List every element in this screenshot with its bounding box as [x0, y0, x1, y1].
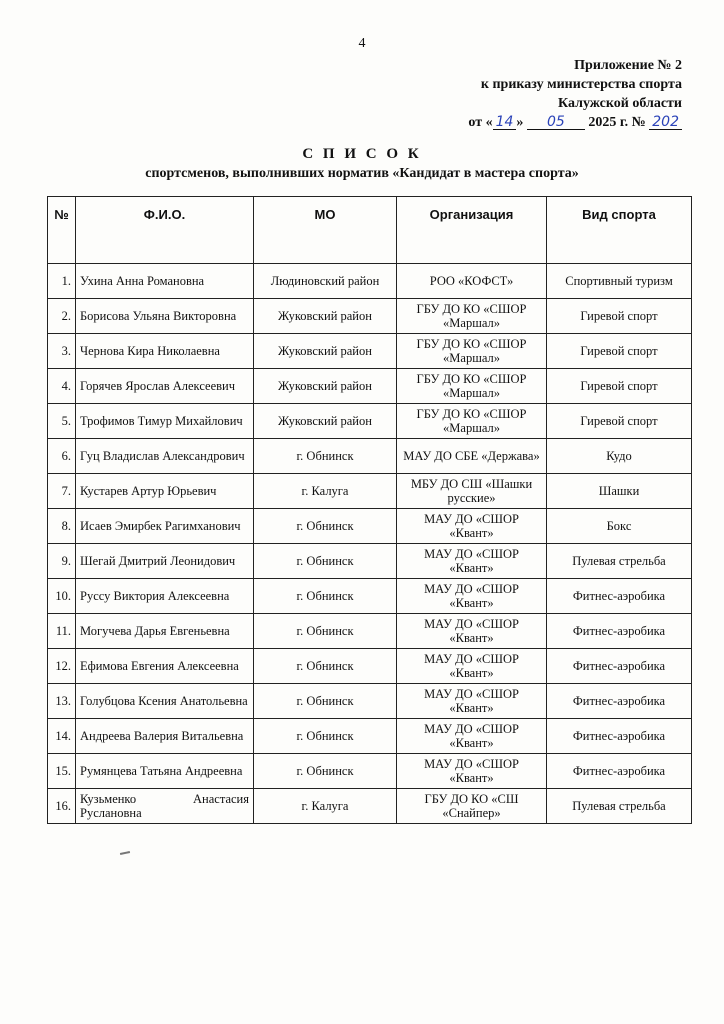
organization: ГБУ ДО КО «СШОР «Маршал» — [397, 334, 547, 369]
table-row — [48, 334, 692, 369]
organization: ГБУ ДО КО «СШОР «Маршал» — [397, 369, 547, 404]
table-row — [48, 789, 692, 824]
appendix-line-1: Приложение № 2 — [574, 58, 682, 73]
handwritten-order-number: 202 — [649, 115, 682, 130]
header-sport: Вид спорта — [547, 197, 692, 264]
municipality: Жуковский район — [254, 299, 397, 334]
row-number: 12. — [48, 649, 76, 684]
organization: ГБУ ДО КО «СШ «Снайпер» — [397, 789, 547, 824]
municipality: Жуковский район — [254, 334, 397, 369]
athlete-name: Кузьменко Анастасия Руслановна — [76, 789, 254, 824]
organization: МБУ ДО СШ «Шашки русские» — [397, 474, 547, 509]
date-prefix: от « — [468, 115, 493, 130]
stray-pen-mark — [120, 851, 130, 855]
row-number: 11. — [48, 614, 76, 649]
municipality: г. Калуга — [254, 789, 397, 824]
row-number: 14. — [48, 719, 76, 754]
row-number: 4. — [48, 369, 76, 404]
athlete-name: Могучева Дарья Евгеньевна — [76, 614, 254, 649]
sport-type: Гиревой спорт — [547, 299, 692, 334]
page-number: 4 — [358, 36, 366, 51]
table-row — [48, 544, 692, 579]
municipality: Жуковский район — [254, 404, 397, 439]
athlete-name: Исаев Эмирбек Рагимханович — [76, 509, 254, 544]
sport-type: Гиревой спорт — [547, 334, 692, 369]
table-row — [48, 649, 692, 684]
municipality: г. Калуга — [254, 474, 397, 509]
sport-type: Фитнес-аэробика — [547, 719, 692, 754]
table-header-row — [48, 197, 692, 264]
row-number: 6. — [48, 439, 76, 474]
organization: МАУ ДО «СШОР «Квант» — [397, 614, 547, 649]
sport-type: Пулевая стрельба — [547, 544, 692, 579]
header-name: Ф.И.О. — [76, 197, 254, 264]
sport-type: Кудо — [547, 439, 692, 474]
sport-type: Фитнес-аэробика — [547, 684, 692, 719]
table-row — [48, 369, 692, 404]
organization: МАУ ДО «СШОР «Квант» — [397, 509, 547, 544]
row-number: 13. — [48, 684, 76, 719]
table-row — [48, 614, 692, 649]
organization: ГБУ ДО КО «СШОР «Маршал» — [397, 299, 547, 334]
sport-type: Фитнес-аэробика — [547, 614, 692, 649]
municipality: г. Обнинск — [254, 614, 397, 649]
municipality: Жуковский район — [254, 369, 397, 404]
athlete-name: Трофимов Тимур Михайлович — [76, 404, 254, 439]
athlete-name: Борисова Ульяна Викторовна — [76, 299, 254, 334]
handwritten-month: 05 — [527, 115, 585, 130]
sport-type: Гиревой спорт — [547, 369, 692, 404]
row-number: 10. — [48, 579, 76, 614]
header-mo: МО — [254, 197, 397, 264]
sport-type: Фитнес-аэробика — [547, 579, 692, 614]
athlete-name: Руссу Виктория Алексеевна — [76, 579, 254, 614]
sport-type: Шашки — [547, 474, 692, 509]
year-text: 2025 г. № — [588, 115, 646, 130]
municipality: г. Обнинск — [254, 684, 397, 719]
table-row — [48, 264, 692, 299]
organization: МАУ ДО «СШОР «Квант» — [397, 579, 547, 614]
municipality: Людиновский район — [254, 264, 397, 299]
table-row — [48, 579, 692, 614]
municipality: г. Обнинск — [254, 544, 397, 579]
row-number: 16. — [48, 789, 76, 824]
organization: МАУ ДО СБЕ «Держава» — [397, 439, 547, 474]
organization: РОО «КОФСТ» — [397, 264, 547, 299]
sport-type: Спортивный туризм — [547, 264, 692, 299]
municipality: г. Обнинск — [254, 579, 397, 614]
sport-type: Фитнес-аэробика — [547, 649, 692, 684]
athlete-name: Кустарев Артур Юрьевич — [76, 474, 254, 509]
athlete-name: Шегай Дмитрий Леонидович — [76, 544, 254, 579]
row-number: 8. — [48, 509, 76, 544]
appendix-date-line — [468, 113, 682, 132]
table-row — [48, 299, 692, 334]
municipality: г. Обнинск — [254, 509, 397, 544]
date-quote-close: » — [516, 115, 524, 130]
athlete-name: Андреева Валерия Витальевна — [76, 719, 254, 754]
sport-type: Фитнес-аэробика — [547, 754, 692, 789]
header-number: № — [48, 197, 76, 264]
athlete-name: Ефимова Евгения Алексеевна — [76, 649, 254, 684]
athlete-name: Чернова Кира Николаевна — [76, 334, 254, 369]
sport-type: Пулевая стрельба — [547, 789, 692, 824]
table-row — [48, 719, 692, 754]
athlete-name: Румянцева Татьяна Андреевна — [76, 754, 254, 789]
organization: МАУ ДО «СШОР «Квант» — [397, 544, 547, 579]
organization: ГБУ ДО КО «СШОР «Маршал» — [397, 404, 547, 439]
organization: МАУ ДО «СШОР «Квант» — [397, 754, 547, 789]
row-number: 2. — [48, 299, 76, 334]
organization: МАУ ДО «СШОР «Квант» — [397, 684, 547, 719]
row-number: 15. — [48, 754, 76, 789]
row-number: 1. — [48, 264, 76, 299]
athlete-name: Голубцова Ксения Анатольевна — [76, 684, 254, 719]
appendix-line-3: Калужской области — [558, 96, 682, 111]
row-number: 7. — [48, 474, 76, 509]
table-row — [48, 754, 692, 789]
table-row — [48, 684, 692, 719]
document-title: С П И С О К — [302, 146, 422, 162]
table-row — [48, 474, 692, 509]
organization: МАУ ДО «СШОР «Квант» — [397, 649, 547, 684]
appendix-line-2: к приказу министерства спорта — [480, 77, 682, 92]
sport-type: Бокс — [547, 509, 692, 544]
athlete-name: Горячев Ярослав Алексеевич — [76, 369, 254, 404]
athletes-table — [47, 196, 692, 824]
row-number: 3. — [48, 334, 76, 369]
municipality: г. Обнинск — [254, 439, 397, 474]
municipality: г. Обнинск — [254, 649, 397, 684]
organization: МАУ ДО «СШОР «Квант» — [397, 719, 547, 754]
document-subtitle: спортсменов, выполнивших норматив «Кандидат в мастера спорта» — [145, 166, 579, 181]
handwritten-day: 14 — [493, 115, 517, 130]
sport-type: Гиревой спорт — [547, 404, 692, 439]
athlete-name: Ухина Анна Романовна — [76, 264, 254, 299]
table-row — [48, 404, 692, 439]
table-row — [48, 509, 692, 544]
header-organization: Организация — [397, 197, 547, 264]
municipality: г. Обнинск — [254, 754, 397, 789]
athlete-name: Гуц Владислав Александрович — [76, 439, 254, 474]
municipality: г. Обнинск — [254, 719, 397, 754]
row-number: 9. — [48, 544, 76, 579]
table-row — [48, 439, 692, 474]
row-number: 5. — [48, 404, 76, 439]
appendix-header — [468, 56, 682, 132]
